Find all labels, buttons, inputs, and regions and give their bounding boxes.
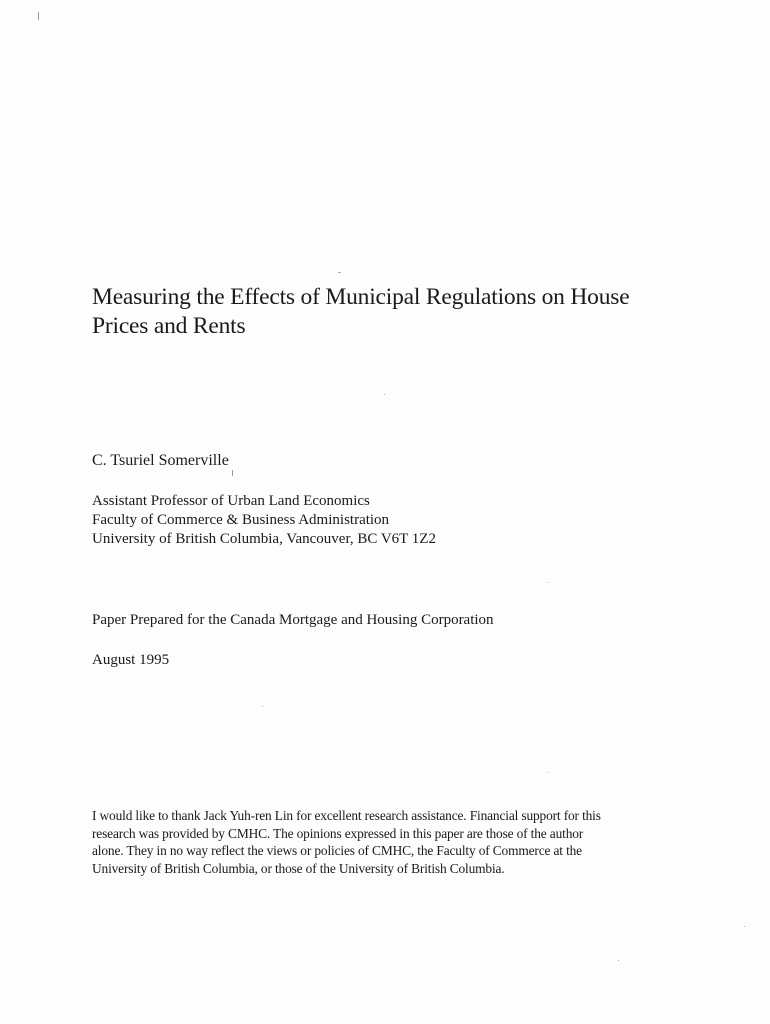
scan-speck — [548, 772, 549, 773]
affiliation-line-3: University of British Columbia, Vancouver, BC V6T 1Z2 — [92, 531, 436, 547]
scan-speck — [744, 926, 745, 927]
acknowledgement-note — [92, 807, 692, 877]
affiliation-line-2: Faculty of Commerce & Business Administration — [92, 512, 390, 528]
scan-speck — [262, 706, 263, 707]
publication-date: August 1995 — [92, 652, 170, 668]
author-affiliation — [92, 492, 436, 549]
scan-speck — [384, 394, 385, 395]
paper-title — [92, 283, 692, 341]
paper-title-line-2: Prices and Rents — [92, 313, 246, 339]
scan-speck — [232, 470, 233, 476]
scan-speck — [548, 582, 549, 583]
paper-title-line-1: Measuring the Effects of Municipal Regulations on House — [92, 284, 630, 310]
acknowledgement-line-2: research was provided by CMHC. The opinions expressed in this paper are those of the author — [92, 825, 584, 841]
affiliation-line-1: Assistant Professor of Urban Land Economics — [92, 493, 370, 509]
author-name: C. Tsuriel Somerville — [92, 452, 229, 469]
scan-speck — [338, 272, 341, 273]
prepared-for-statement: Paper Prepared for the Canada Mortgage and Housing Corporation — [92, 612, 494, 628]
acknowledgement-line-4: University of British Columbia, or those of the University of British Columbia. — [92, 860, 505, 876]
acknowledgement-line-1: I would like to thank Jack Yuh-ren Lin for excellent research assistance. Financial support for this — [92, 808, 601, 823]
acknowledgement-line-3: alone. They in no way reflect the views or policies of CMHC, the Faculty of Commerce at the — [92, 843, 582, 859]
scan-speck — [618, 960, 619, 961]
scan-speck — [38, 12, 39, 20]
